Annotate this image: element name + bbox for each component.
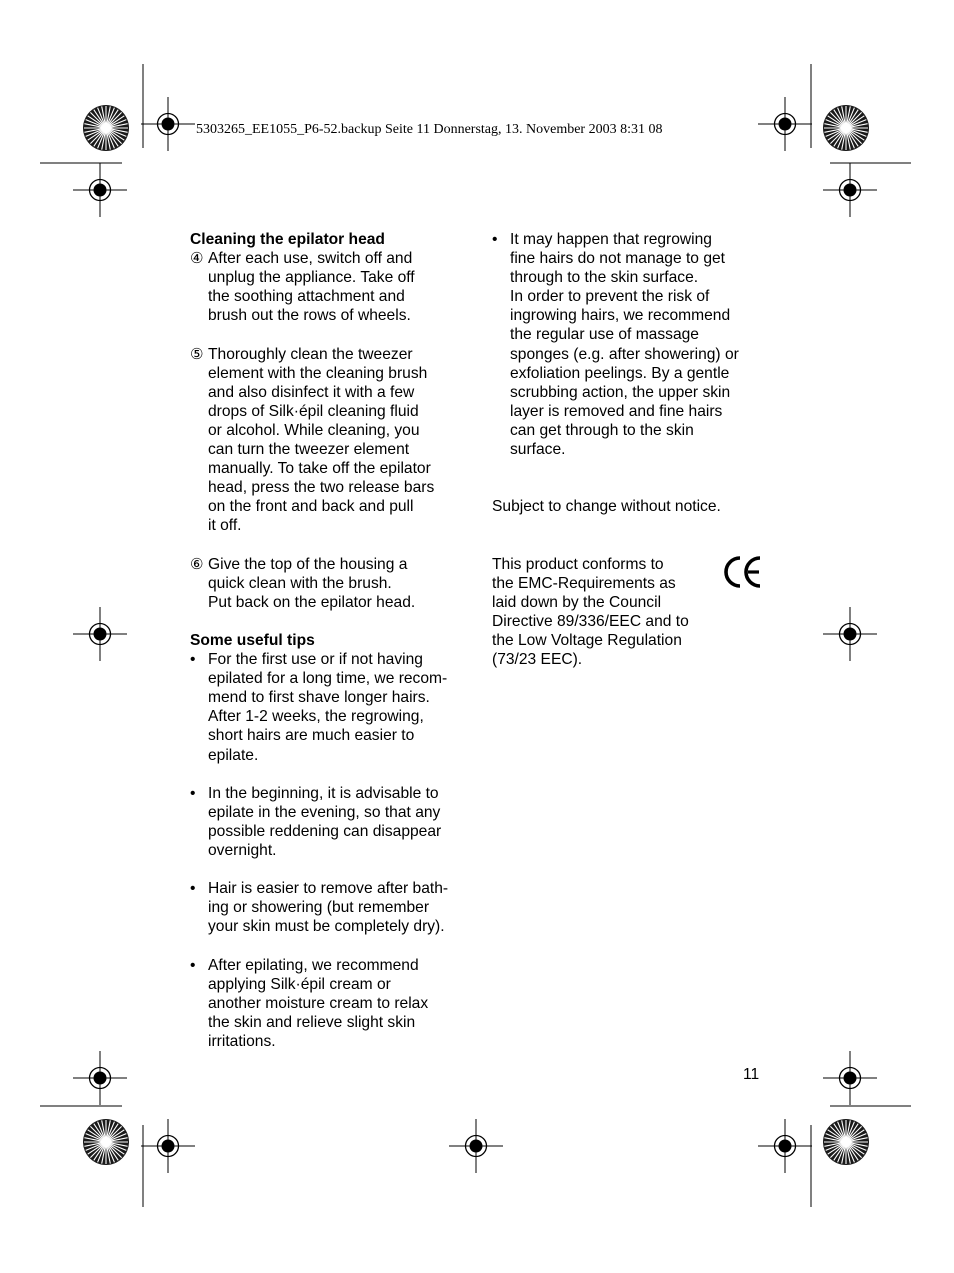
tip-item <box>492 230 767 459</box>
starburst-icon <box>83 105 129 151</box>
tip-item <box>190 879 470 936</box>
tip-item <box>190 956 470 1051</box>
registration-mark-icon <box>758 1119 812 1173</box>
step-text: After each use, switch off and unplug the appliance. Take off the soothing attachment and brush out the rows of wheels. <box>208 250 415 325</box>
tips-heading: Some useful tips <box>190 631 315 649</box>
bullet-icon: • <box>190 880 196 898</box>
left-column <box>190 230 470 1051</box>
tip-text: It may happen that regrowing fine hairs do not manage to get through to the skin surface. In order to prevent the risk of ingrowing hairs, we recommend the regular use of massage sponges (e.g. after showering) or exfoliation peelings. By a gentle scrubbing action, the upper skin layer is removed and fine hairs can get through to the skin surface. <box>510 231 739 459</box>
tip-item <box>190 650 470 765</box>
step-text: Give the top of the housing a quick clean with the brush. Put back on the epilator head. <box>208 555 416 611</box>
bullet-icon: • <box>190 784 196 802</box>
registration-mark-icon <box>449 1119 503 1173</box>
registration-mark-icon <box>758 97 812 151</box>
registration-mark-icon <box>141 1119 195 1173</box>
step-number: ⑥ <box>190 555 204 573</box>
registration-mark-icon <box>73 607 127 661</box>
conformity-text: This product conforms to the EMC-Requirements as laid down by the Council Directive 89/336/EEC and to the Low Voltage Regulation (73/23 EEC). <box>492 555 689 669</box>
starburst-icon <box>83 1119 129 1165</box>
cleaning-step-5 <box>190 345 470 536</box>
step-number: ④ <box>190 250 204 268</box>
tip-text: For the first use or if not having epilated for a long time, we recom- mend to first shave longer hairs. After 1-2 weeks, the regrowing, short hairs are much easier to epilate. <box>208 651 448 764</box>
change-notice: Subject to change without notice. <box>492 498 721 516</box>
right-column <box>492 230 767 669</box>
registration-mark-icon <box>141 97 195 151</box>
step-number: ⑤ <box>190 345 204 363</box>
cleaning-step-4 <box>190 249 470 325</box>
cleaning-heading: Cleaning the epilator head <box>190 231 385 248</box>
tip-text: Hair is easier to remove after bath- ing or showering (but remember your skin must be completely dry). <box>208 880 449 936</box>
tip-text: In the beginning, it is advisable to epilate in the evening, so that any possible reddening can disappear overnight. <box>208 784 442 859</box>
page-number: 11 <box>743 1066 760 1083</box>
ce-mark-icon <box>722 555 764 589</box>
starburst-icon <box>823 1119 869 1165</box>
registration-mark-icon <box>73 1051 127 1105</box>
tip-text: After epilating, we recommend applying Silk·épil cream or another moisture cream to relax the skin and relieve slight skin irritations. <box>208 956 429 1050</box>
cleaning-step-6 <box>190 555 470 612</box>
registration-mark-icon <box>73 163 127 217</box>
registration-mark-icon <box>823 607 877 661</box>
bullet-icon: • <box>190 956 196 974</box>
bullet-icon: • <box>190 651 196 669</box>
starburst-icon <box>823 105 869 151</box>
tip-item <box>190 784 470 860</box>
registration-mark-icon <box>823 163 877 217</box>
bullet-icon: • <box>492 231 498 248</box>
print-slug-line: 5303265_EE1055_P6-52.backup Seite 11 Donnerstag, 13. November 2003 8:31 08 <box>196 122 663 137</box>
conformity-section <box>492 555 767 670</box>
registration-mark-icon <box>823 1051 877 1105</box>
step-text: Thoroughly clean the tweezer element with the cleaning brush and also disinfect it with a few drops of Silk·épil cleaning fluid or alcohol. While cleaning, you can turn the tweezer element manually. To take off the epilator head, press the two release bars on the front and back and pull it off. <box>208 345 435 535</box>
